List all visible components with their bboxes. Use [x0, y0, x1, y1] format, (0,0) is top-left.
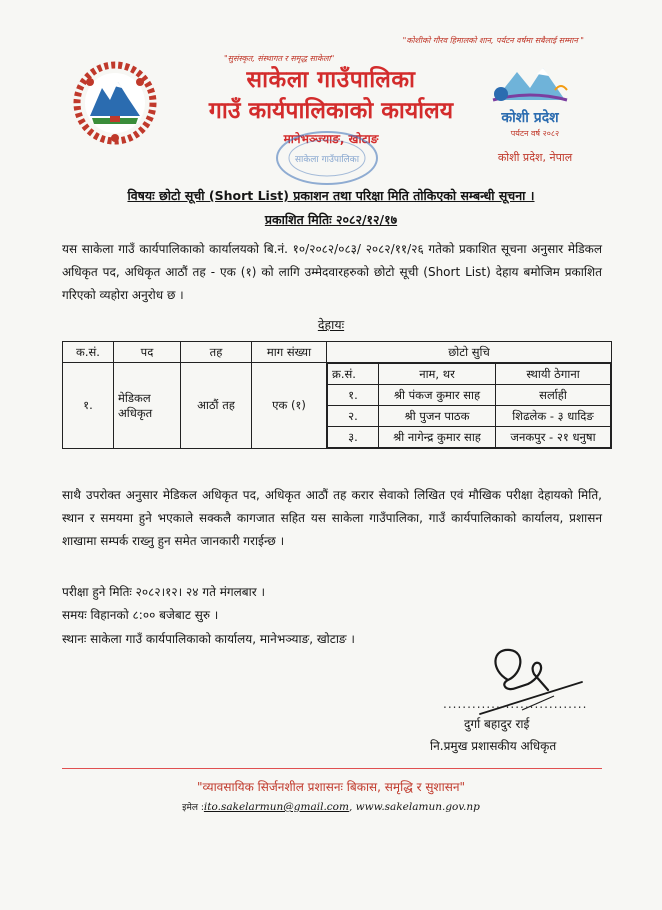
sub-header-sn: क्र.सं.	[328, 364, 379, 385]
municipality-motto: "सुसंस्कृत, संस्थागत र समृद्ध साकेला"	[224, 54, 335, 63]
candidate-row	[328, 385, 611, 406]
candidate-row	[328, 427, 611, 448]
signature-line: ..............................	[443, 697, 588, 711]
header-level: तह	[181, 342, 252, 363]
stamp-text: साकेला गाउँपालिका	[294, 155, 360, 165]
published-date: प्रकाशित मितिः २०८२/१२/१७	[264, 212, 398, 227]
candidate-name: श्री पुजन पाठक	[379, 406, 496, 427]
koshi-motto: "कोशीको गौरव हिमालको शान, पर्यटन वर्षमा सबैलाई सम्मान "	[402, 36, 584, 45]
header-sn: क.सं.	[63, 342, 114, 363]
contact-line	[0, 800, 662, 813]
sub-header-name: नाम, थर	[379, 364, 496, 385]
sub-header-address: स्थायी ठेगाना	[496, 364, 611, 385]
koshi-logo-text: कोशी प्रदेश	[501, 110, 559, 126]
exam-paragraph: साथै उपरोक्त अनुसार मेडिकल अधिकृत पद, अधिकृत आठौं तह करार सेवाको लिखित एवं मौखिक परीक्षा देहायको मिति, स्थान र समयमा हुने भएकाले सक्कलै कागजात सहित यस साकेला गाउँपालिका, गाउँ कार्यपालिकाको कार्यालय, प्रशासन शाखामा सम्पर्क राख्नु हुन समेत जानकारी गराईन्छ ।	[62, 488, 602, 548]
candidate-address: शिढलेक - ३ धादिङ	[496, 406, 611, 427]
header-post: पद	[114, 342, 181, 363]
office-stamp-icon	[272, 128, 382, 188]
office-name: गाउँ कार्यपालिकाको कार्यालय	[208, 98, 454, 124]
candidate-name: श्री नागेन्द्र कुमार साह	[379, 427, 496, 448]
row-level: आठौं तह	[181, 363, 252, 449]
exam-time: समयः विहानको ८:०० बजेबाट सुरु ।	[62, 608, 219, 622]
candidate-header-row	[328, 364, 611, 385]
candidate-sn: २.	[328, 406, 379, 427]
candidate-address: सर्लाही	[496, 385, 611, 406]
candidate-table	[327, 363, 611, 448]
footer-divider	[62, 768, 602, 769]
koshi-pradesh-logo-icon	[475, 60, 585, 145]
exam-place: स्थानः साकेला गाउँ कार्यपालिकाको कार्यालय, मानेभञ्याङ, खोटाङ ।	[62, 632, 355, 646]
row-sn: १.	[63, 363, 114, 449]
candidate-name: श्री पंकज कुमार साह	[379, 385, 496, 406]
email-label: इमेल :	[182, 803, 204, 813]
candidate-address: जनकपुर - २१ धनुषा	[496, 427, 611, 448]
shortlist-table	[62, 341, 612, 449]
notice-subject: विषयः छोटो सूची (Short List) प्रकाशन तथा परिक्षा मिति तोकिएको सम्बन्धी सूचना ।	[127, 188, 535, 203]
intro-paragraph: यस साकेला गाउँ कार्यपालिकाको कार्यालयको बि.नं. १०/२०८२/०८३/ २०८२/११/२६ गतेको प्रकाशित सूचना अनुसार मेडिकल अधिकृत पद, अधिकृत आठौं तह - एक (१) को लागि उम्मेदवारहरुको छोटो सूची (Short List) देहाय बमोजिम प्रकाशित गरिएको व्यहोरा अनुरोध छ ।	[62, 242, 602, 302]
office-address: मानेभञ्ज्याङ, खोटाङ	[283, 132, 379, 146]
candidate-sn: ३.	[328, 427, 379, 448]
table-header-row	[63, 342, 612, 363]
candidate-sn: १.	[328, 385, 379, 406]
website-link[interactable]: , www.sakelamun.gov.np	[348, 801, 480, 813]
signer-post: नि.प्रमुख प्रशासकीय अधिकृत	[430, 739, 557, 753]
org-name: साकेला गाउँपालिका	[246, 67, 416, 93]
table-row	[63, 363, 612, 449]
exam-date: परीक्षा हुने मितिः २०८२।१२। २४ गते मंगलबार ।	[62, 585, 266, 599]
row-demand: एक (१)	[252, 363, 327, 449]
koshi-logo-sub: पर्यटन वर्ष २०८२	[510, 129, 560, 138]
dehay-heading: देहायः	[317, 317, 345, 332]
footer-slogan: "व्यावसायिक सिर्जनशील प्रशासनः बिकास, समृद्धि र सुशासन"	[196, 780, 465, 794]
header-shortlist: छोटो सुचि	[327, 342, 612, 363]
row-post: मेडिकल अधिकृत	[114, 363, 181, 449]
koshi-caption: कोशी प्रदेश, नेपाल	[497, 151, 573, 164]
header-demand: माग संख्या	[252, 342, 327, 363]
candidate-cell	[327, 363, 612, 449]
signer-name: दुर्गा बहादुर राई	[464, 717, 530, 731]
candidate-row	[328, 406, 611, 427]
email-link[interactable]: ito.sakelarmun@gmail.com	[203, 801, 349, 813]
